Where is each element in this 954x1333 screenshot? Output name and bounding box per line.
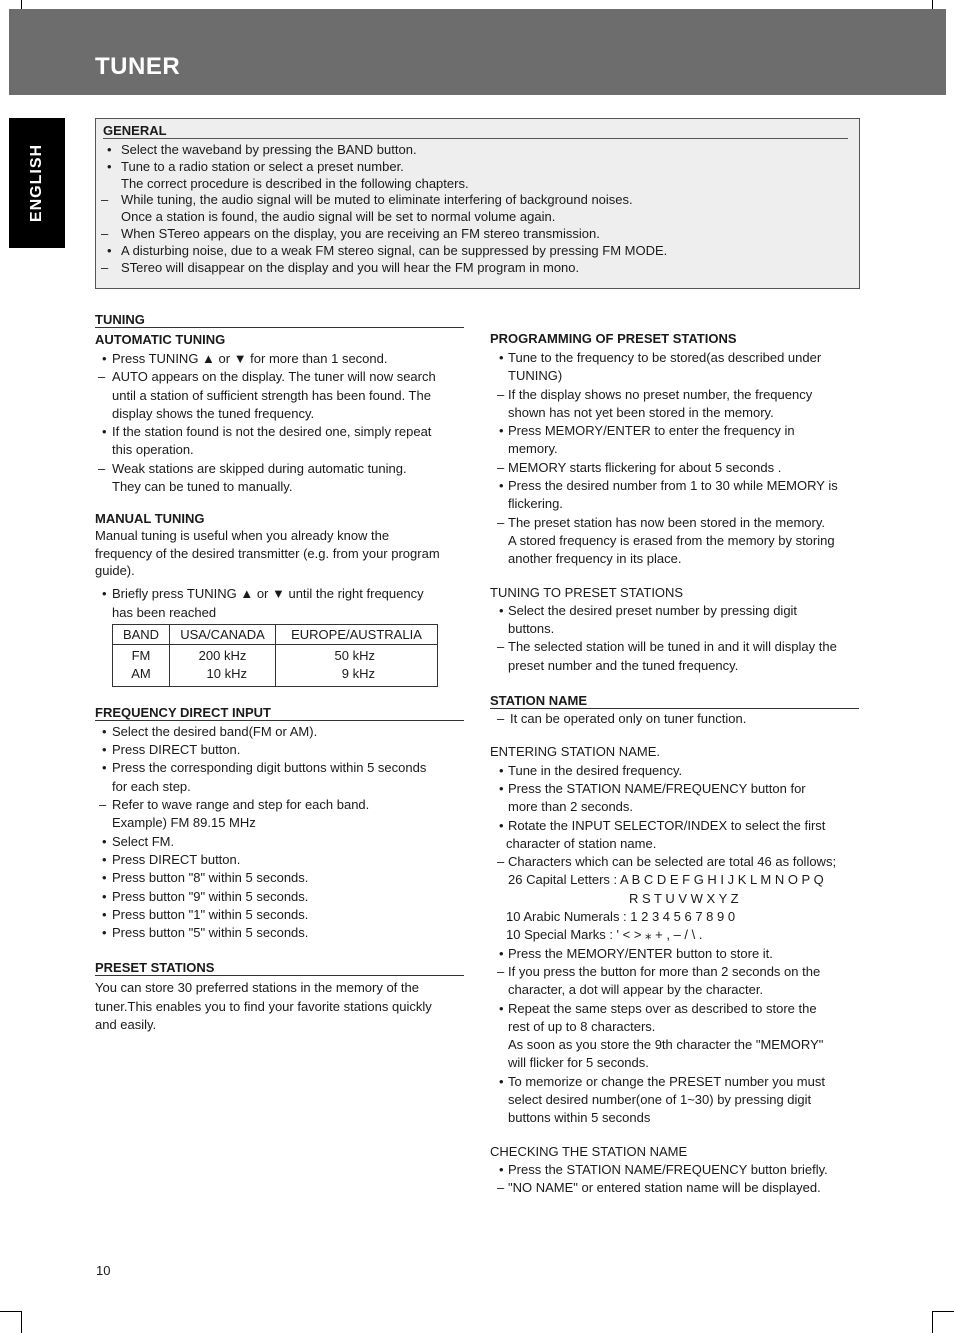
text-line (490, 1018, 859, 1036)
entering-title: ENTERING STATION NAME. (490, 744, 660, 760)
line-text: Example) FM 89.15 MHz (112, 815, 256, 831)
line-text: Tune in the desired frequency. (508, 762, 683, 778)
line-text: If the display shows no preset number, the frequency (508, 386, 813, 402)
bullet-marker: • (107, 142, 112, 157)
line-text: display shows the tuned frequency. (112, 405, 315, 421)
checking-steps (490, 1161, 859, 1198)
line-text: flickering. (508, 496, 563, 512)
tuning-preset-title: TUNING TO PRESET STATIONS (490, 584, 684, 600)
dash-marker: – (99, 797, 107, 813)
line-text: buttons. (508, 621, 555, 637)
text-line (95, 604, 464, 622)
line-text: Press the MEMORY/ENTER button to store it. (508, 945, 773, 961)
line-text: 10 Arabic Numerals : 1 2 3 4 5 6 7 8 9 0 (506, 909, 736, 925)
table-cell: 10 kHz (170, 665, 276, 687)
station-name-steps (490, 710, 859, 728)
bullet-marker: • (102, 851, 107, 867)
paragraph-line: frequency of the desired transmitter (e.g. from your program (95, 545, 440, 561)
line-text: character, a dot will appear by the character. (508, 982, 764, 998)
text-line (490, 798, 859, 816)
bullet-marker: • (499, 762, 504, 778)
table-cell: 50 kHz (334, 647, 375, 663)
table-header: BAND (113, 624, 170, 644)
crop-mark (932, 1311, 954, 1312)
paragraph-line: Manual tuning is useful when you already know the (95, 528, 390, 544)
bullet-marker: • (499, 817, 504, 833)
programming-steps (490, 349, 859, 569)
text-line (490, 1109, 859, 1127)
text-line (95, 368, 464, 386)
paragraph-line: guide). (95, 562, 135, 578)
line-text: "NO NAME" or entered station name will be displayed. (508, 1180, 821, 1196)
line-text: for each step. (112, 778, 191, 794)
text-line (490, 1000, 859, 1018)
checking-title: CHECKING THE STATION NAME (490, 1143, 688, 1159)
line-text: Rotate the INPUT SELECTOR/INDEX to select the first (508, 817, 826, 833)
page-title: TUNER (95, 53, 181, 80)
text-line (490, 1054, 859, 1072)
line-text: memory. (508, 441, 558, 457)
station-name-title: STATION NAME (490, 693, 859, 709)
crop-mark (932, 1311, 933, 1333)
line-text: has been reached (112, 604, 217, 620)
crop-mark (0, 1311, 21, 1312)
list-item (103, 142, 667, 159)
line-text: 26 Capital Letters : A B C D E F G H I J K L M N O P Q (508, 872, 824, 888)
dash-marker: – (497, 514, 505, 530)
text-line (95, 759, 464, 777)
text-line (490, 367, 859, 385)
bullet-marker: • (102, 925, 107, 941)
general-list (103, 142, 667, 276)
text-line (490, 908, 859, 926)
line-text: Characters which can be selected are total 46 as follows; (508, 854, 837, 870)
page-number: 10 (96, 1263, 111, 1278)
line-text: Press DIRECT button. (112, 742, 241, 758)
text-line (490, 817, 859, 835)
text-line (490, 890, 859, 908)
text-line (490, 550, 859, 568)
table-row (113, 644, 438, 665)
list-item-text: STereo will disappear on the display and you will hear the FM program in mono. (121, 259, 580, 275)
dash-marker: – (98, 369, 106, 385)
freq-direct-title: FREQUENCY DIRECT INPUT (95, 705, 464, 721)
text-line (95, 851, 464, 869)
list-item-text: A disturbing noise, due to a weak FM stereo signal, can be suppressed by pressing FM MODE. (121, 242, 668, 258)
right-column (490, 331, 859, 1197)
text-line (95, 924, 464, 942)
manual-tuning-steps (95, 585, 464, 622)
line-text: Press button "8" within 5 seconds. (112, 870, 309, 886)
line-text: Press button "1" within 5 seconds. (112, 906, 309, 922)
list-item-text: Once a station is found, the audio signal will be set to normal volume again. (121, 209, 556, 225)
line-text: The preset station has now been stored in the memory. (508, 514, 825, 530)
line-text: another frequency in its place. (508, 551, 682, 567)
text-line (95, 350, 464, 368)
line-text: Repeat the same steps over as described to store the (508, 1000, 817, 1016)
text-line (490, 981, 859, 999)
line-text: The selected station will be tuned in and it will display the (508, 639, 837, 655)
text-line (95, 405, 464, 423)
dash-marker: – (497, 854, 505, 870)
bullet-marker: • (102, 833, 107, 849)
text-line (95, 869, 464, 887)
crop-mark (932, 0, 933, 9)
table-cell: FM (113, 644, 170, 665)
text-line (95, 441, 464, 459)
line-text: AUTO appears on the display. The tuner will now search (112, 369, 436, 385)
text-line (490, 762, 859, 780)
bullet-marker: • (107, 242, 112, 258)
text-line (490, 710, 859, 728)
bullet-marker: • (102, 351, 107, 366)
manual-tuning-intro (95, 527, 464, 579)
line-text: TUNING) (508, 368, 563, 384)
text-line (95, 460, 464, 478)
line-text: preset number and the tuned frequency. (508, 657, 739, 673)
text-line (490, 638, 859, 656)
dash-marker: – (497, 639, 505, 655)
text-line (95, 478, 464, 496)
preset-stations-title: PRESET STATIONS (95, 960, 464, 976)
line-text: Select the desired band(FM or AM). (112, 723, 318, 739)
bullet-marker: • (107, 158, 112, 174)
crop-mark (21, 0, 22, 9)
text-line (95, 778, 464, 796)
text-line (490, 1036, 859, 1054)
list-item (103, 176, 667, 193)
dash-marker: – (497, 459, 505, 475)
text-line (490, 871, 859, 889)
bullet-marker: • (499, 780, 504, 796)
line-text: Press button "5" within 5 seconds. (112, 925, 309, 941)
list-item-text: The correct procedure is described in the following chapters. (121, 175, 469, 191)
list-item (103, 260, 667, 277)
line-text: Press DIRECT button. (112, 851, 241, 867)
line-text: Press the desired number from 1 to 30 while MEMORY is (508, 478, 838, 494)
crop-mark (21, 1311, 22, 1333)
paragraph-line: and easily. (95, 1017, 157, 1033)
text-line (490, 1161, 859, 1179)
text-line (490, 1073, 859, 1091)
text-line (95, 888, 464, 906)
text-line (490, 495, 859, 513)
text-line (95, 723, 464, 741)
programming-title: PROGRAMMING OF PRESET STATIONS (490, 331, 737, 346)
paragraph-line: tuner.This enables you to find your favorite stations quickly (95, 998, 432, 1014)
bullet-marker: • (102, 870, 107, 886)
line-text: R S T U V W X Y Z (629, 890, 739, 906)
band-step-table (112, 624, 438, 687)
text-line (490, 780, 859, 798)
text-line (490, 620, 859, 638)
language-tab (9, 118, 65, 248)
list-item-text: While tuning, the audio signal will be muted to eliminate interfering of background noises. (121, 192, 633, 208)
dash-marker: – (497, 711, 505, 727)
dash-marker: – (101, 192, 109, 208)
table-cell: 9 kHz (341, 665, 375, 681)
bullet-marker: • (102, 760, 107, 776)
line-text: buttons within 5 seconds (508, 1110, 651, 1126)
text-line (490, 1179, 859, 1197)
line-text: will flicker for 5 seconds. (508, 1055, 649, 1071)
line-text: Press button "9" within 5 seconds. (112, 888, 309, 904)
list-item-text: When STereo appears on the display, you are receiving an FM stereo transmission. (121, 225, 600, 241)
freq-direct-steps (95, 723, 464, 943)
text-line (490, 853, 859, 871)
list-item (103, 226, 667, 243)
auto-tuning-title: AUTOMATIC TUNING (95, 332, 226, 347)
text-line (95, 814, 464, 832)
text-line (95, 387, 464, 405)
page-header (9, 9, 946, 95)
line-text: A stored frequency is erased from the memory by storing (508, 532, 835, 548)
language-tab-label: ENGLISH (28, 143, 45, 223)
bullet-marker: • (499, 1000, 504, 1016)
text-line (490, 422, 859, 440)
table-row (113, 665, 438, 687)
line-text: shown has not yet been stored in the memory. (508, 404, 774, 420)
line-text: character of station name. (506, 835, 657, 851)
line-text: 10 Special Marks : ' < > ⁎ + , – / \ . (506, 927, 703, 943)
list-item (103, 159, 667, 176)
line-text: Press MEMORY/ENTER to enter the frequency in (508, 423, 795, 439)
tuning-preset-steps (490, 602, 859, 675)
text-line (490, 386, 859, 404)
bullet-marker: • (499, 1073, 504, 1089)
list-item-text: Select the waveband by pressing the BAND button. (121, 142, 417, 157)
list-item-text: Tune to a radio station or select a preset number. (121, 158, 404, 174)
line-text: more than 2 seconds. (508, 799, 634, 815)
line-text: Press the corresponding digit buttons within 5 seconds (112, 760, 427, 776)
line-text: If the station found is not the desired one, simply repeat (112, 424, 432, 440)
dash-marker: – (101, 259, 109, 275)
line-text: Weak stations are skipped during automatic tuning. (112, 460, 407, 476)
line-text: Press the STATION NAME/FREQUENCY button briefly. (508, 1161, 828, 1177)
text-line (490, 459, 859, 477)
text-line (490, 1091, 859, 1109)
line-text: Refer to wave range and step for each band. (112, 797, 370, 813)
general-title: GENERAL (103, 123, 848, 139)
bullet-marker: • (499, 423, 504, 439)
bullet-marker: • (499, 602, 504, 618)
text-line (490, 657, 859, 675)
list-item (103, 192, 667, 209)
preset-stations-intro (95, 979, 464, 1034)
text-line (490, 945, 859, 963)
text-line (490, 404, 859, 422)
table-cell: 200 kHz (170, 644, 276, 665)
text-line (95, 833, 464, 851)
text-line (95, 585, 464, 603)
bullet-marker: • (499, 945, 504, 961)
bullet-marker: • (102, 888, 107, 904)
bullet-marker: • (499, 478, 504, 494)
manual-tuning-title: MANUAL TUNING (95, 511, 205, 527)
tuning-title: TUNING (95, 312, 464, 328)
line-text: rest of up to 8 characters. (508, 1018, 656, 1034)
text-line (490, 926, 859, 944)
text-line (95, 796, 464, 814)
list-item (103, 243, 667, 260)
table-cell: AM (113, 665, 170, 687)
paragraph-line: You can store 30 preferred stations in the memory of the (95, 980, 419, 996)
text-line (95, 423, 464, 441)
dash-marker: – (497, 963, 505, 979)
entering-steps (490, 762, 859, 1128)
bullet-marker: • (102, 742, 107, 758)
dash-marker: – (497, 1180, 505, 1196)
line-text: this operation. (112, 442, 194, 458)
line-text: Press TUNING ▲ or ▼ for more than 1 second. (112, 351, 388, 366)
line-text: Select FM. (112, 833, 175, 849)
bullet-marker: • (102, 723, 107, 739)
bullet-marker: • (499, 350, 504, 365)
text-line (490, 835, 859, 853)
line-text: If you press the button for more than 2 seconds on the (508, 963, 821, 979)
line-text: To memorize or change the PRESET number you must (508, 1073, 825, 1089)
text-line (490, 602, 859, 620)
left-column (95, 312, 464, 1034)
dash-marker: – (98, 460, 106, 476)
table-header: USA/CANADA (170, 624, 276, 644)
dash-marker: – (497, 386, 505, 402)
line-text: As soon as you store the 9th character the "MEMORY" (508, 1037, 824, 1053)
text-line (490, 349, 859, 367)
text-line (490, 514, 859, 532)
line-text: Press the STATION NAME/FREQUENCY button for (508, 780, 806, 796)
line-text: until a station of sufficient strength has been found. The (112, 387, 431, 403)
text-line (490, 532, 859, 550)
list-item (103, 209, 667, 226)
dash-marker: – (101, 225, 109, 241)
line-text: MEMORY starts flickering for about 5 seconds . (508, 459, 782, 475)
text-line (490, 440, 859, 458)
bullet-marker: • (102, 906, 107, 922)
bullet-marker: • (102, 424, 107, 440)
text-line (95, 741, 464, 759)
text-line (95, 906, 464, 924)
table-header: EUROPE/AUSTRALIA (276, 624, 438, 644)
auto-tuning-steps (95, 350, 464, 496)
line-text: Tune to the frequency to be stored(as described under (508, 350, 822, 365)
text-line (490, 477, 859, 495)
line-text: Select the desired preset number by pressing digit (508, 602, 798, 618)
line-text: Briefly press TUNING ▲ or ▼ until the right frequency (112, 586, 424, 602)
line-text: They can be tuned to manually. (112, 479, 293, 495)
general-box (95, 118, 860, 289)
bullet-marker: • (499, 1161, 504, 1177)
bullet-marker: • (102, 586, 107, 602)
text-line (490, 963, 859, 981)
line-text: select desired number(one of 1~30) by pressing digit (508, 1091, 812, 1107)
line-text: It can be operated only on tuner function. (510, 711, 747, 727)
